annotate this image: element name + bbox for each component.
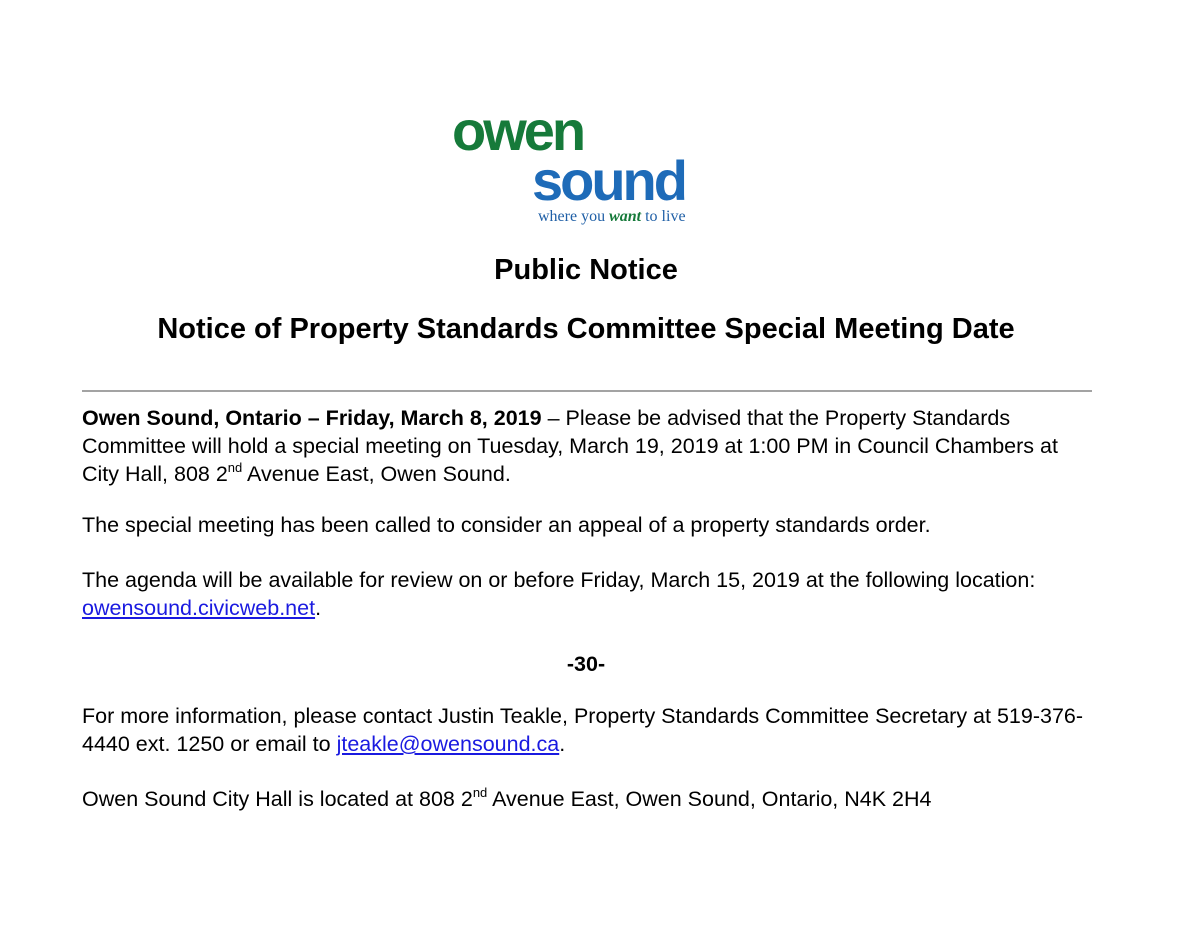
email-link[interactable]: jteakle@owensound.ca [336, 732, 560, 756]
paragraph-contact [82, 702, 1092, 758]
paragraph-purpose: The special meeting has been called to consider an appeal of a property standards order. [82, 513, 931, 537]
page-title: Public Notice [494, 254, 678, 286]
owen-sound-logo [448, 104, 738, 234]
logo-word-owen: owen [452, 104, 584, 162]
address-text-end: Avenue East, Owen Sound, Ontario, N4K 2H4 [487, 787, 932, 811]
end-marker: -30- [566, 652, 606, 676]
civicweb-link[interactable]: owensound.civicweb.net [82, 596, 316, 620]
contact-text-end: . [559, 732, 566, 756]
announcement-text-end: Avenue East, Owen Sound. [242, 462, 511, 486]
page-subtitle: Notice of Property Standards Committee Special Meeting Date [157, 313, 1015, 345]
agenda-text-end: . [315, 596, 322, 620]
contact-text: For more information, please contact Justin Teakle, Property Standards Committee Secretary at 519-376-4440 ext. 1250 or email to [82, 704, 1084, 756]
divider [82, 390, 1092, 392]
address-text: Owen Sound City Hall is located at 808 2 [82, 787, 473, 811]
paragraph-address [82, 785, 1092, 813]
logo-word-sound: sound [532, 149, 685, 212]
dateline: Owen Sound, Ontario – Friday, March 8, 2019 [82, 406, 542, 430]
paragraph-announcement [82, 404, 1092, 488]
ordinal-suffix: nd [472, 785, 488, 800]
logo-tagline [538, 208, 686, 225]
logo-tagline-start: where you [538, 208, 610, 225]
announcement-text: – Please be advised that the Property Standards Committee will hold a special meeting on Tuesday, March 19, 2019 at 1:00 PM in Council Chambers at City Hall, 808 2 [82, 406, 1058, 486]
logo-tagline-emphasis: want [609, 208, 642, 225]
ordinal-suffix: nd [227, 460, 243, 475]
logo-tagline-end: to live [641, 208, 686, 225]
logo-graphic [448, 104, 738, 234]
agenda-text: The agenda will be available for review on or before Friday, March 15, 2019 at the following location: [82, 568, 1036, 592]
paragraph-agenda [82, 566, 1092, 622]
